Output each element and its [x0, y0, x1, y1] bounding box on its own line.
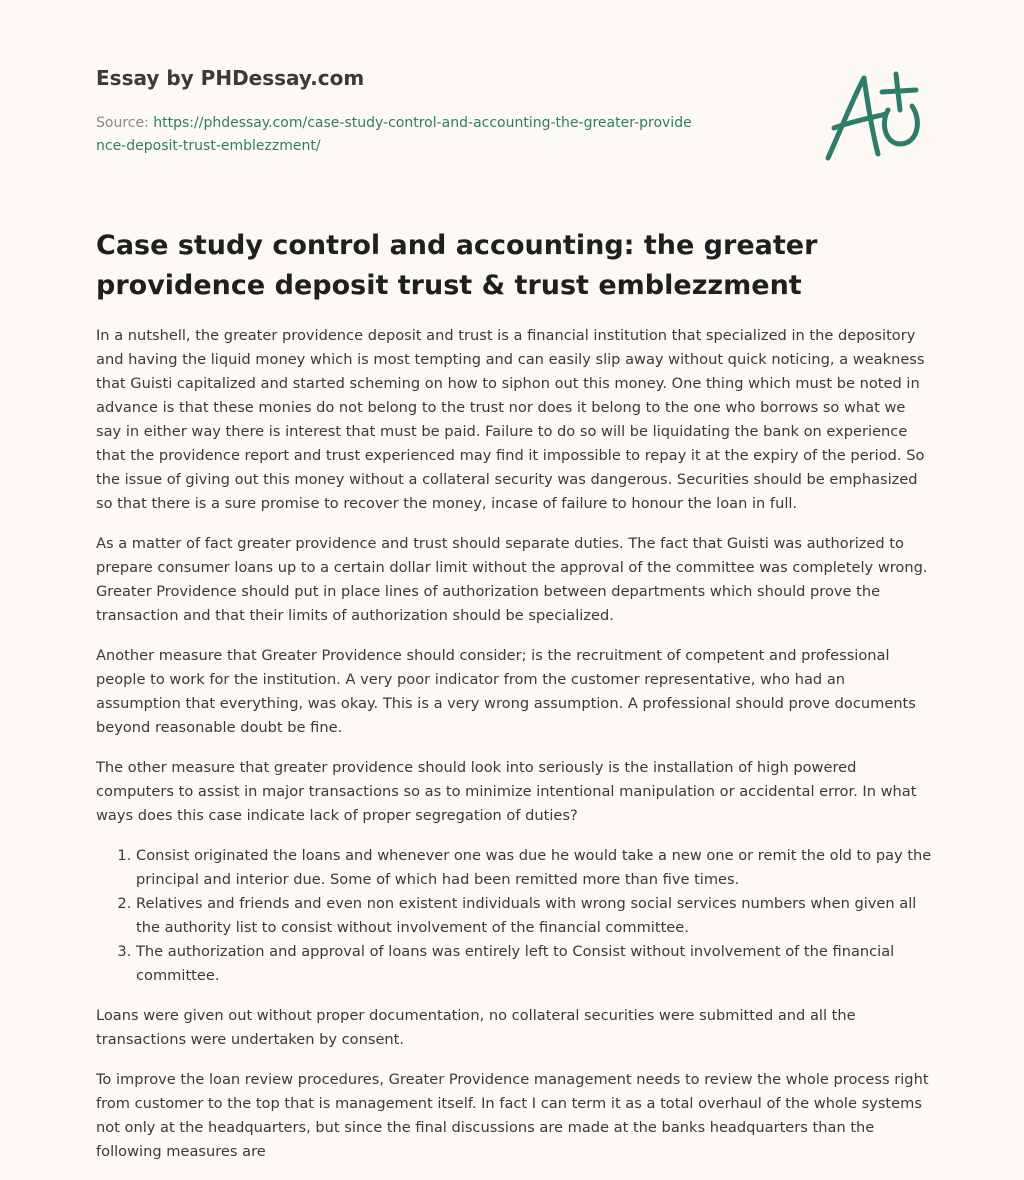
list-item: 2. Relatives and friends and even non existent individuals with wrong social services numbers when given all the authority list to consist without involvement of the financial committee. — [136, 892, 932, 940]
list-item: 3. The authorization and approval of loans was entirely left to Consist without involvement of the financial committee. — [136, 940, 932, 988]
paragraph: The other measure that greater providence should look into seriously is the installation of high powered computers to assist in major transactions so as to minimize intentional manipulation or accidental error. In what ways does this case indicate lack of proper segregation of duties? — [96, 759, 917, 824]
paragraph: In a nutshell, the greater providence deposit and trust is a financial institution that specialized in the depository and having the liquid money which is most tempting and can easily slip away without quick noticing, a weakness that Guisti capitalized and started scheming on how to siphon out this money. One thing which must be noted in advance is that these monies do not belong to the trust nor does it belong to the one who borrows so what we say in either way there is interest that must be paid. Failure to do so will be liquidating the bank on experience that the providence report and trust experienced may find it impossible to repay it at the expiry of the period. So the issue of giving out this money without a collateral security was dangerous. Securities should be emphasized so that there is a sure promise to recover the money, incase of failure to honour the loan in full. — [96, 327, 925, 512]
source-line — [96, 112, 696, 158]
segregation-list — [96, 844, 932, 988]
paragraph: To improve the loan review procedures, Greater Providence management needs to review the whole process right from customer to the top that is management itself. In fact I can term it as a total overhaul of the whole systems not only at the headquarters, but since the final discussions are made at the banks headquarters than the following measures are — [96, 1071, 929, 1160]
a-plus-logo-icon — [820, 66, 930, 166]
paragraph: Loans were given out without proper documentation, no collateral securities were submitted and all the transactions were undertaken by consent. — [96, 1007, 856, 1048]
essay-body — [96, 324, 932, 1180]
site-brand: Essay by PHDessay.com — [96, 66, 365, 90]
source-link[interactable]: https://phdessay.com/case-study-control-and-accounting-the-greater-providence-deposit-trust-emblezzment/ — [96, 115, 692, 154]
paragraph: As a matter of fact greater providence and trust should separate duties. The fact that Guisti was authorized to prepare consumer loans up to a certain dollar limit without the approval of the committee was completely wrong. Greater Providence should put in place lines of authorization between departments which should prove the transaction and that their limits of authorization should be specialized. — [96, 535, 928, 624]
essay-title: Case study control and accounting: the greater providence deposit trust & trust emblezzment — [96, 230, 818, 301]
list-item: 1. Consist originated the loans and whenever one was due he would take a new one or remit the old to pay the principal and interior due. Some of which had been remitted more than five times. — [136, 844, 932, 892]
paragraph: Another measure that Greater Providence should consider; is the recruitment of competent and professional people to work for the institution. A very poor indicator from the customer representative, who had an assumption that everything, was okay. This is a very wrong assumption. A professional should prove documents beyond reasonable doubt be fine. — [96, 647, 916, 736]
source-label: Source: — [96, 115, 154, 131]
